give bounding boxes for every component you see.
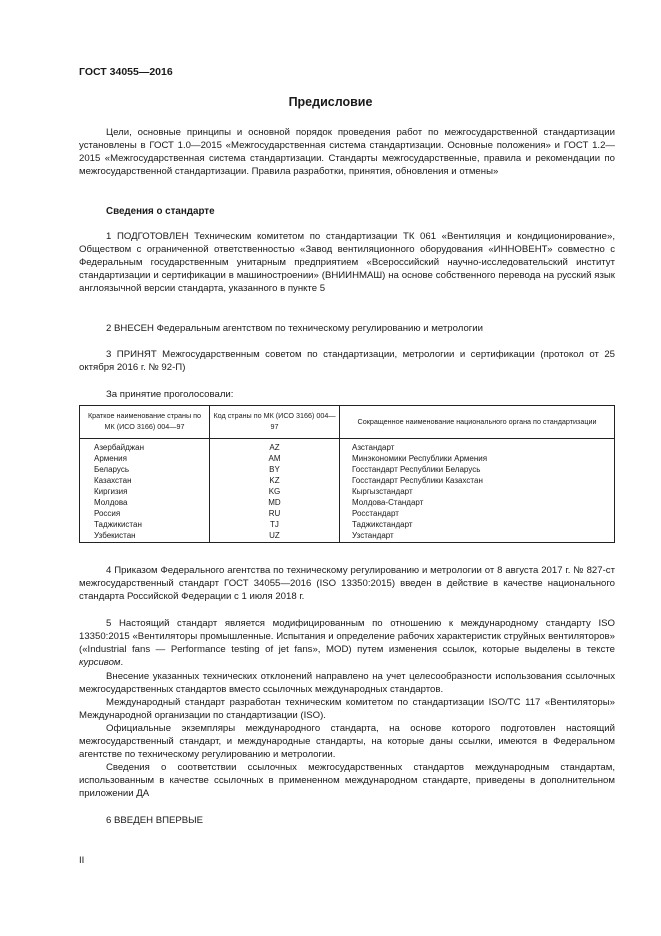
item-5-italic-text: курсивом <box>79 657 121 669</box>
document-code: ГОСТ 34055—2016 <box>79 66 173 78</box>
country-cell: Россия <box>80 508 210 519</box>
table-header-country: Краткое наименование страны по МК (ИСО 3166) 004—97 <box>80 406 210 439</box>
page-number: II <box>79 855 85 866</box>
organization-cell: Минэкономики Республики Армения <box>340 453 615 464</box>
organization-cell: Узстандарт <box>340 530 615 543</box>
vote-label: За принятие проголосовали: <box>106 389 234 400</box>
item-6: 6 ВВЕДЕН ВПЕРВЫЕ <box>106 815 204 826</box>
item-1-paragraph: 1 ПОДГОТОВЛЕН Техническим комитетом по стандартизации ТК 061 «Вентиляция и кондиционирование», Обществом с ограниченной ответственностью «Завод вентиляционного оборудования «ИННОВЕНТ» совместно с Федеральным государственным унитарным предприятием «Всероссийский научно-исследовательский институт стандартизации и сертификации в машиностроении» (ВНИИНМАШ) на основе собственного перевода на русский язык англоязычной версии стандарта, указанного в пункте 5 <box>79 231 615 295</box>
deviation-paragraph: Внесение указанных технических отклонений направлено на учет целесообразности использования ссылочных межгосударственных стандартов вместо ссылочных международных стандартов. <box>79 671 615 696</box>
info-paragraph: Сведения о соответствии ссылочных межгосударственных стандартов международным стандартам, использованным в качестве ссылочных в примененном международном стандарте, приведены в дополнительном приложении ДА <box>79 762 615 800</box>
item-3-paragraph: 3 ПРИНЯТ Межгосударственным советом по стандартизации, метрологии и сертификации (протокол от 25 октября 2016 г. № 92-П) <box>79 349 615 374</box>
table-row <box>80 497 615 508</box>
code-cell: KG <box>210 486 340 497</box>
voting-table <box>79 405 615 543</box>
item-5-paragraph <box>79 617 615 669</box>
table-row <box>80 508 615 519</box>
code-cell: MD <box>210 497 340 508</box>
intro-paragraph: Цели, основные принципы и основной порядок проведения работ по межгосударственной стандартизации установлены в ГОСТ 1.0—2015 «Межгосударственная система стандартизации. Основные положения» и ГОСТ 1.2—2015 «Межгосударственная система стандартизации. Стандарты межгосударственные, правила и рекомендации по межгосударственной стандартизации. Правила разработки, принятия, обновления и отмены» <box>79 127 615 178</box>
code-cell: KZ <box>210 475 340 486</box>
country-cell: Таджикистан <box>80 519 210 530</box>
country-cell: Армения <box>80 453 210 464</box>
organization-cell: Росстандарт <box>340 508 615 519</box>
table-row <box>80 475 615 486</box>
table-row <box>80 530 615 543</box>
item-4-paragraph: 4 Приказом Федерального агентства по техническому регулированию и метрологии от 8 августа 2017 г. № 827-ст межгосударственный стандарт ГОСТ 34055—2016 (ISO 13350:2015) введен в действие в качестве национального стандарта Российской Федерации с 1 июля 2018 г. <box>79 565 615 603</box>
code-cell: TJ <box>210 519 340 530</box>
section-title: Сведения о стандарте <box>106 206 215 217</box>
developed-paragraph: Международный стандарт разработан техническим комитетом по стандартизации ISO/TC 117 «Вентиляторы» Международной организации по стандартизации (ISO). <box>79 697 615 722</box>
country-cell: Киргизия <box>80 486 210 497</box>
country-cell: Азербайджан <box>80 439 210 454</box>
item-2-paragraph: 2 ВНЕСЕН Федеральным агентством по техническому регулированию и метрологии <box>106 323 484 334</box>
code-cell: UZ <box>210 530 340 543</box>
organization-cell: Молдова-Стандарт <box>340 497 615 508</box>
code-cell: AM <box>210 453 340 464</box>
page-title: Предисловие <box>288 95 373 109</box>
country-cell: Молдова <box>80 497 210 508</box>
country-cell: Беларусь <box>80 464 210 475</box>
item-5-text-end: . <box>120 657 124 669</box>
table-row <box>80 439 615 454</box>
organization-cell: Азстандарт <box>340 439 615 454</box>
organization-cell: Госстандарт Республики Казахстан <box>340 475 615 486</box>
table-header-code: Код страны по МК (ИСО 3166) 004—97 <box>210 406 340 439</box>
table-header-organization: Сокращенное наименование национального органа по стандартизации <box>340 406 615 439</box>
code-cell: RU <box>210 508 340 519</box>
copies-paragraph: Официальные экземпляры международного стандарта, на основе которого подготовлен настоящий межгосударственный стандарт, и международные стандарты, на которые даны ссылки, имеются в Федеральном агентстве по техническому регулированию и метрологии. <box>79 723 615 761</box>
table-row <box>80 519 615 530</box>
country-cell: Казахстан <box>80 475 210 486</box>
organization-cell: Таджикстандарт <box>340 519 615 530</box>
item-5-text: 5 Настоящий стандарт является модифицированным по отношению к международному стандарту ISO 13350:2015 «Вентиляторы промышленные. Испытания и определение рабочих характеристик струйных вентиляторов» («Industrial fans — Performance testing of jet fans», MOD) путем изменения ссылок, которые выделены в тексте <box>79 618 615 656</box>
table-row <box>80 464 615 475</box>
organization-cell: Госстандарт Республики Беларусь <box>340 464 615 475</box>
organization-cell: Кыргызстандарт <box>340 486 615 497</box>
table-row <box>80 453 615 464</box>
table-row <box>80 486 615 497</box>
table-header-row <box>80 406 615 439</box>
code-cell: AZ <box>210 439 340 454</box>
country-cell: Узбекистан <box>80 530 210 543</box>
code-cell: BY <box>210 464 340 475</box>
